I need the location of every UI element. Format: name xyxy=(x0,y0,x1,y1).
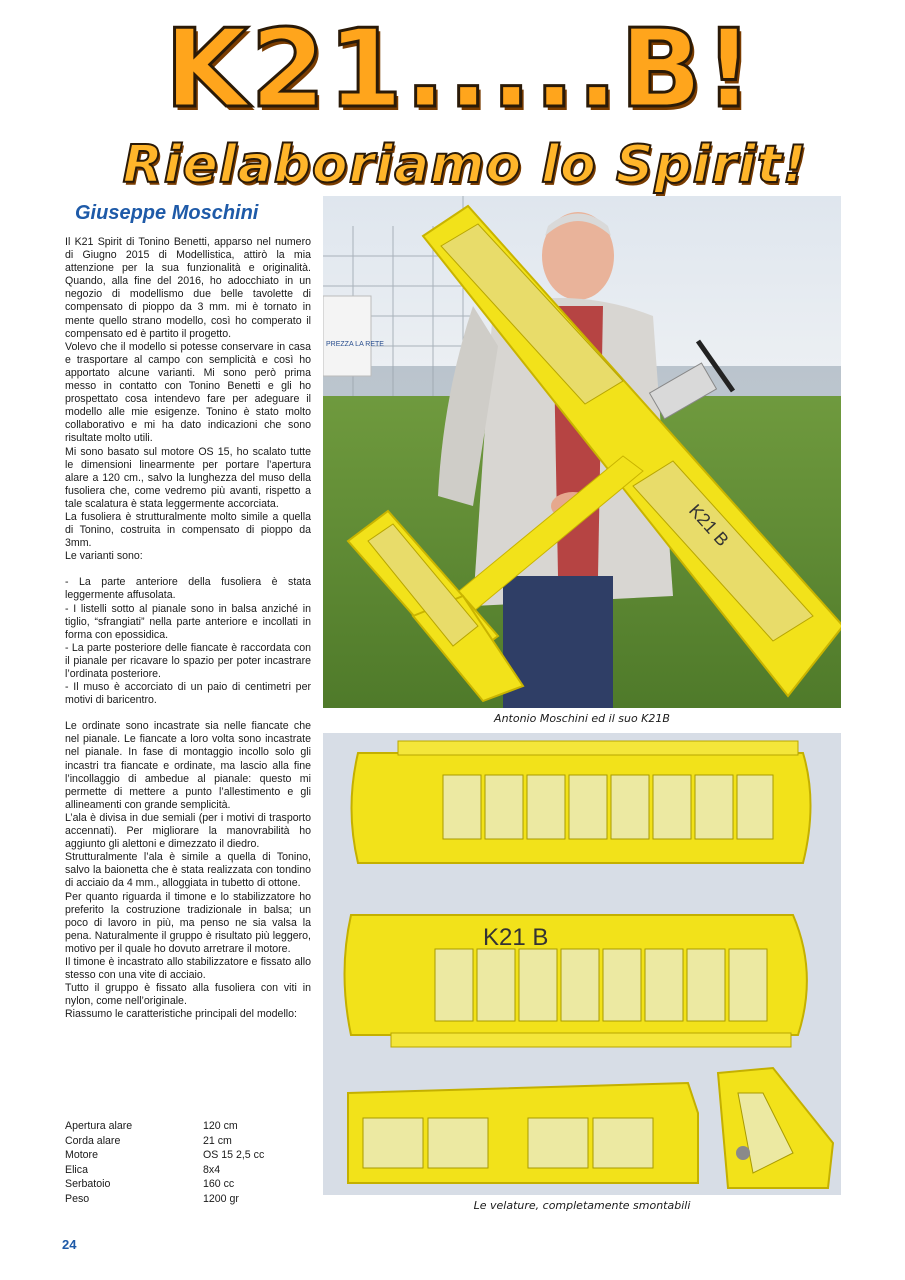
spec-label: Apertura alare xyxy=(65,1120,133,1132)
spacer xyxy=(65,563,311,576)
specs-row xyxy=(65,1119,311,1134)
photo-wings-art xyxy=(323,733,841,1195)
spec-value: 21 cm xyxy=(203,1134,232,1147)
wing-label: K21 B xyxy=(685,500,733,551)
spec-value: 8x4 xyxy=(203,1163,221,1176)
paragraph: Le varianti sono: xyxy=(65,550,143,563)
paragraph: Il timone è incastrato allo stabilizzatore e fissato allo stesso con una vite di acciaio. xyxy=(65,955,311,982)
spec-value: 160 cc xyxy=(203,1178,235,1191)
paragraph: La fusoliera è strutturalmente molto simile a quella di Tonino, costruita in compensato di pioppo da 3mm. xyxy=(65,510,311,550)
spec-value: 1200 gr xyxy=(203,1192,239,1205)
paragraph: Per quanto riguarda il timone e lo stabilizzatore ho preferito la costruzione tradizionale in balsa; un poco di lavoro in più, ma penso ne sia valsa la pena. Naturalmente il gruppo è risultato più leggero, motivo per il quale ho dovuto arretrare il motore. xyxy=(65,890,311,955)
specs-row xyxy=(65,1192,311,1207)
photo2-caption: Le velature, completamente smontabili xyxy=(473,1199,691,1212)
wing-label: K21 B xyxy=(483,924,549,951)
spec-label: Serbatoio xyxy=(65,1178,111,1191)
bullet-item: - Il muso è accorciato di un paio di centimetri per motivi di baricentro. xyxy=(65,681,311,707)
bullet-item: - La parte anteriore della fusoliera è stata leggermente affusolata. xyxy=(65,576,311,602)
photo-man-with-model-art xyxy=(323,196,841,708)
specs-row xyxy=(65,1177,311,1192)
paragraph: Mi sono basato sul motore OS 15, ho scalato tutte le dimensioni linearmente per portare l’apertura alare a 120 cm., salvo la lunghezza del muso della fusoliera che, come vedremo più avanti, rispetto a tale scalatura è stata leggermente accorciata. xyxy=(65,445,311,510)
paragraph: Volevo che il modello si potesse conservare in casa e trasportare al campo con semplicità e così ho apportato alcune varianti. Mi sono però prima messo in contatto con Tonino Benetti e gli ho prospettato cosa intendevo fare per adeguare il modello alle mie esigenze. Tonino è stato molto collaborativo e mi ha dato indicazioni che sono risultate molto utili. xyxy=(65,340,311,445)
photo1-caption: Antonio Moschini ed il suo K21B xyxy=(494,712,670,725)
subheadline: Rielaboriamo lo Spirit! xyxy=(122,135,808,195)
spec-label: Corda alare xyxy=(65,1134,121,1147)
spec-label: Motore xyxy=(65,1149,98,1162)
author-name: Giuseppe Moschini xyxy=(75,202,259,224)
spacer xyxy=(65,707,311,720)
page-number: 24 xyxy=(62,1237,77,1252)
specs-row xyxy=(65,1163,311,1178)
paragraph: Tutto il gruppo è fissato alla fusoliera con viti in nylon, come nell’originale. xyxy=(65,982,311,1008)
paragraph: Le ordinate sono incastrate sia nelle fiancate che nel pianale. Le fiancate a loro volta sono incastrate nel pianale. In fase di montaggio incollo solo gli incastri tra fiancate e ordinate, ma lascio alla fine l’incollaggio di ambedue al pianale: questo mi permette di mettere a punto l’allestimento e gli allineamenti con grande semplicità. xyxy=(65,720,311,811)
paragraph: Riassumo le caratteristiche principali del modello: xyxy=(65,1008,297,1021)
paragraph: Strutturalmente l’ala è simile a quella di Tonino, salvo la baionetta che è stata realizzata con tondino di acciaio da 4 mm., alloggiata in tubetto di ottone. xyxy=(65,851,311,890)
article-body xyxy=(65,236,311,1231)
spec-label: Peso xyxy=(65,1192,90,1205)
bullet-item: - La parte posteriore delle fiancate è raccordata con il pianale per ricavare lo spazio per poter incastrare l’ordinata posteriore. xyxy=(65,641,311,680)
stabilizer xyxy=(348,1083,698,1183)
lower-semiwing xyxy=(345,915,807,1047)
specs-row xyxy=(65,1148,311,1163)
spec-label: Elica xyxy=(65,1163,88,1176)
photo-wings xyxy=(323,733,841,1195)
paragraph: Il K21 Spirit di Tonino Benetti, apparso nel numero di Giugno 2015 di Modellistica, attirò la mia attenzione per la sua funzionalità e originalità. Quando, alla fine del 2016, ho adocchiato in un negozio di modellismo due belle tavolette di compensato di pioppo da 3 mm. mi è tornato in mente quello strano modello, così ho comperato il compensato ed è partito il progetto. xyxy=(65,236,311,340)
specs-table xyxy=(65,1119,311,1207)
specs-row xyxy=(65,1134,311,1149)
sign-text: PREZZA LA RETE xyxy=(326,341,384,348)
photo-man-with-model xyxy=(323,196,841,708)
upper-semiwing xyxy=(352,741,811,863)
bullet-item: - I listelli sotto al pianale sono in balsa anziché in tiglio, “sfrangiati” nella parte anteriore e incollati in forma con epossidica. xyxy=(65,602,311,641)
paragraph: L’ala è divisa in due semiali (per i motivi di trasporto accennati). Per migliorare la manovrabilità ho aggiunto gli alettoni e dimezzato il diedro. xyxy=(65,811,311,851)
spec-value: 120 cm xyxy=(203,1120,238,1132)
headline: K21.....B! xyxy=(164,7,756,132)
spec-value: OS 15 2,5 cc xyxy=(203,1149,265,1162)
